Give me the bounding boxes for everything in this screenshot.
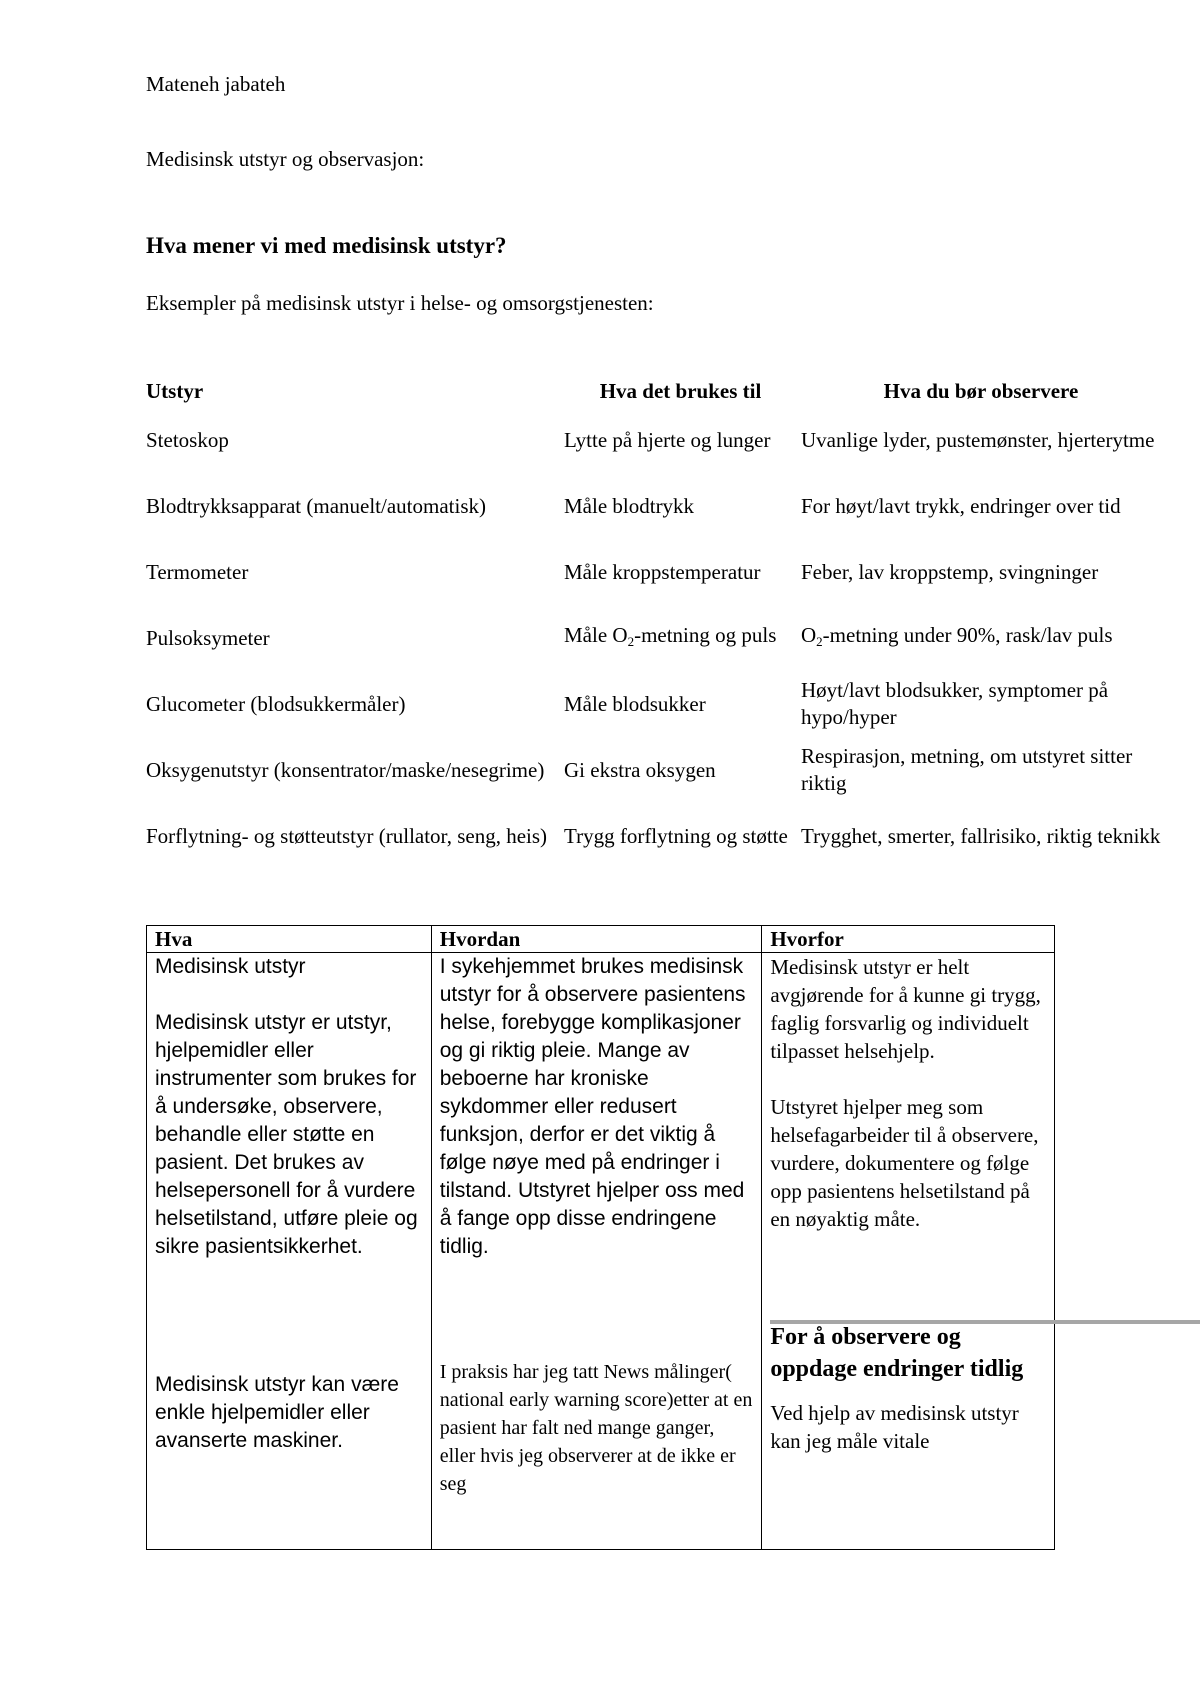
equipment-cell: Stetoskop: [146, 427, 229, 452]
why-subheading: For å observere og oppdage endringer tidlig: [770, 1324, 1024, 1382]
use-cell: Gi ekstra oksygen: [564, 757, 716, 782]
equipment-table-header: [144, 375, 1163, 407]
subscript-two: 2: [627, 633, 635, 649]
table-row: [144, 605, 1163, 671]
equipment-table: [144, 375, 1163, 869]
use-text-post: -metning og puls: [634, 622, 777, 647]
observe-cell: For høyt/lavt trykk, endringer over tid: [801, 493, 1121, 518]
how-paragraph-1: I sykehjemmet brukes medisinsk utstyr for å observere pasientens helse, forebygge komplikasjoner og gi riktig pleie. Mange av beboerne har kroniske sykdommer eller redusert funksjon, derfor er det viktig å følge nøye med på endringer i tilstand. Utstyret hjelper oss med å fange opp disse endringene tidlig.: [439, 955, 746, 1258]
why-paragraph-1: Medisinsk utstyr er helt avgjørende for å kunne gi trygg, faglig forsvarlig og individuelt tilpasset helsehjelp.: [770, 955, 1041, 1063]
what-definition: Medisinsk utstyr er utstyr, hjelpemidler eller instrumenter som brukes for å undersøke, observere, behandle eller støtte en pasient. Det brukes av helsepersonell for å vurdere helsetilstand, utføre pleie og sikre pasientsikkerhet.: [155, 1011, 418, 1258]
column-header-use: Hva det brukes til: [599, 378, 762, 403]
reflection-table: [146, 925, 1055, 1550]
equipment-cell: Blodtrykksapparat (manuelt/automatisk): [146, 493, 486, 518]
use-cell: Lytte på hjerte og lunger: [564, 427, 771, 452]
what-cell: [147, 953, 432, 1550]
table-row: [147, 953, 1055, 1550]
observe-text-pre: O: [801, 622, 817, 647]
what-title: Medisinsk utstyr: [155, 955, 306, 978]
column-header-what: Hva: [147, 926, 432, 953]
column-header-observe: Hva du bør observere: [883, 378, 1079, 403]
observe-cell: Respirasjon, metning, om utstyret sitter riktig: [801, 744, 1133, 795]
equipment-cell: Glucometer (blodsukkermåler): [146, 691, 406, 716]
observe-cell: Feber, lav kroppstemp, svingninger: [801, 559, 1099, 584]
equipment-cell: Pulsoksymeter: [146, 625, 270, 650]
subscript-two: 2: [816, 633, 823, 649]
equipment-cell: Oksygenutstyr (konsentrator/maske/nesegrime): [146, 757, 545, 782]
table-row: [144, 407, 1163, 473]
column-header-equipment: Utstyr: [146, 378, 204, 403]
table-row: [144, 539, 1163, 605]
gray-rule-divider: [770, 1320, 1200, 1324]
how-paragraph-2: I praksis har jeg tatt News målinger( national early warning score)etter at en pasient har falt ned mange ganger, eller hvis jeg observerer at de ikke er seg: [439, 1361, 753, 1495]
column-header-why: Hvorfor: [762, 926, 1055, 953]
observe-cell: Uvanlige lyder, pustemønster, hjerterytme: [801, 427, 1155, 452]
table-row: [144, 671, 1163, 737]
how-cell: [431, 953, 762, 1550]
use-cell: Måle blodtrykk: [564, 493, 695, 518]
author-name: Mateneh jabateh: [146, 72, 286, 96]
why-paragraph-3: Ved hjelp av medisinsk utstyr kan jeg måle vitale: [770, 1401, 1019, 1453]
why-paragraph-2: Utstyret hjelper meg som helsefagarbeider til å observere, vurdere, dokumentere og følge opp pasientens helsetilstand på en nøyaktig måte.: [770, 1095, 1039, 1231]
section-heading: Hva mener vi med medisinsk utstyr?: [146, 233, 507, 258]
use-cell: Trygg forflytning og støtte: [564, 823, 788, 848]
table-row: [144, 737, 1163, 803]
reflection-table-header: [147, 926, 1055, 953]
equipment-cell: Forflytning- og støtteutstyr (rullator, seng, heis): [146, 823, 548, 848]
what-examples: Medisinsk utstyr kan være enkle hjelpemidler eller avanserte maskiner.: [155, 1373, 399, 1452]
use-text-pre: Måle O: [564, 622, 628, 647]
intro-text: Eksempler på medisinsk utstyr i helse- og omsorgstjenesten:: [146, 291, 654, 315]
why-cell: [762, 953, 1055, 1550]
equipment-cell: Termometer: [146, 559, 249, 584]
use-cell: Måle blodsukker: [564, 691, 706, 716]
table-row: [144, 803, 1163, 869]
use-cell: Måle kroppstemperatur: [564, 559, 761, 584]
table-row: [144, 473, 1163, 539]
document-subtitle: Medisinsk utstyr og observasjon:: [146, 147, 425, 171]
observe-cell: [799, 605, 1163, 671]
observe-text-post: -metning under 90%, rask/lav puls: [822, 622, 1113, 647]
column-header-how: Hvordan: [431, 926, 762, 953]
observe-cell: Trygghet, smerter, fallrisiko, riktig teknikk: [801, 823, 1161, 848]
use-cell: [562, 605, 799, 671]
observe-cell: Høyt/lavt blodsukker, symptomer på hypo/hyper: [801, 678, 1109, 729]
